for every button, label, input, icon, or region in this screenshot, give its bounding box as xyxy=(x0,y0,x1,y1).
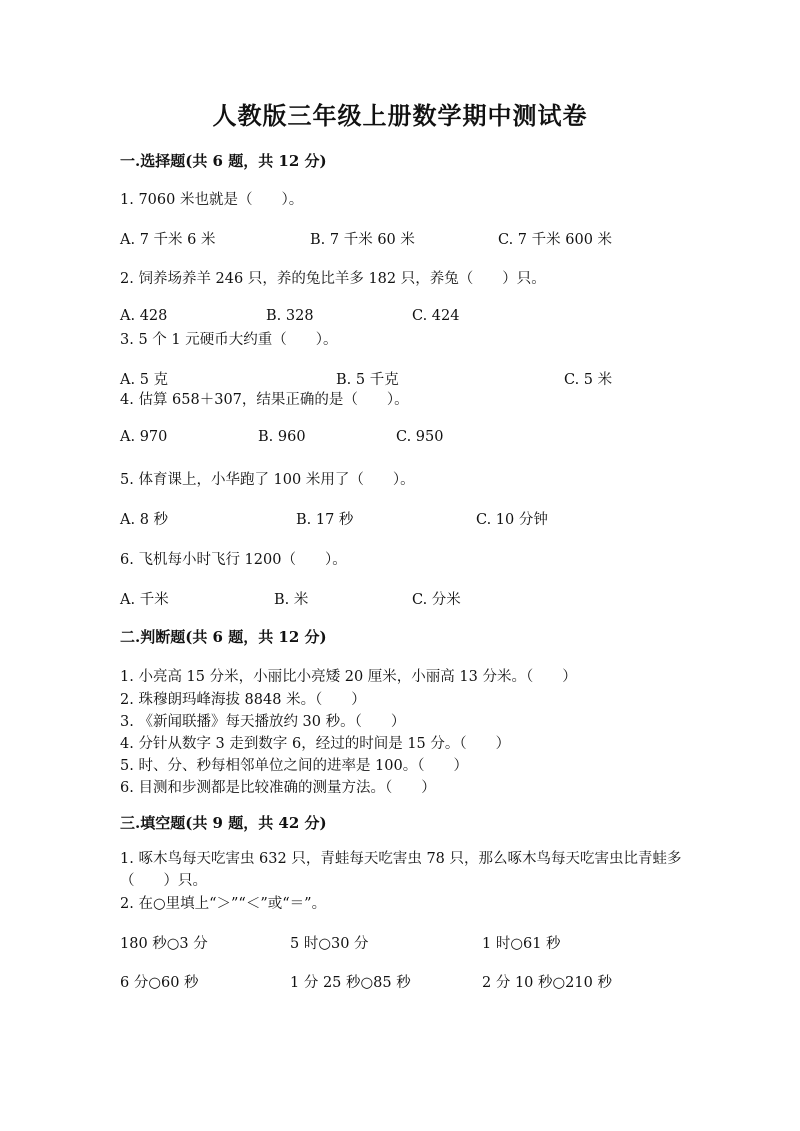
choice-question-4: 4. 估算 658＋307，结果正确的是（ ）。 xyxy=(120,392,409,408)
judgement-question-4: 4. 分针从数字 3 走到数字 6，经过的时间是 15 分。（ ） xyxy=(120,736,511,752)
choice-2-option-b[interactable]: B. 328 xyxy=(266,308,314,324)
choice-2-option-a[interactable]: A. 428 xyxy=(120,308,168,324)
section-heading-choice: 一.选择题(共 6 题，共 12 分) xyxy=(120,152,327,170)
section-heading-judgement: 二.判断题(共 6 题，共 12 分) xyxy=(120,628,327,646)
fill-question-1: 1. 啄木鸟每天吃害虫 632 只，青蛙每天吃害虫 78 只，那么啄木鸟每天吃害虫比青蛙多（ ）只。 xyxy=(120,851,682,889)
choice-question-1: 1. 7060 米也就是（ ）。 xyxy=(120,192,304,208)
choice-1-option-b[interactable]: B. 7 千米 60 米 xyxy=(310,232,415,248)
judgement-question-6: 6. 目测和步测都是比较准确的测量方法。（ ） xyxy=(120,780,436,796)
fill-question-2: 2. 在○里填上“＞”“＜”或“＝”。 xyxy=(120,896,327,912)
choice-4-option-b[interactable]: B. 960 xyxy=(258,429,306,445)
compare-item[interactable]: 1 时○61 秒 xyxy=(482,936,561,952)
compare-item[interactable]: 180 秒○3 分 xyxy=(120,936,208,952)
choice-6-option-c[interactable]: C. 分米 xyxy=(412,592,461,608)
page-title: 人教版三年级上册数学期中测试卷 xyxy=(212,101,588,130)
judgement-question-5: 5. 时、分、秒每相邻单位之间的进率是 100。（ ） xyxy=(120,758,468,774)
compare-item[interactable]: 5 时○30 分 xyxy=(290,936,369,952)
judgement-question-1: 1. 小亮高 15 分米，小丽比小亮矮 20 厘米，小丽高 13 分米。（ ） xyxy=(120,669,577,685)
judgement-question-2: 2. 珠穆朗玛峰海拔 8848 米。（ ） xyxy=(120,692,366,708)
choice-1-option-a[interactable]: A. 7 千米 6 米 xyxy=(120,232,216,248)
choice-3-option-b[interactable]: B. 5 千克 xyxy=(336,372,399,388)
choice-4-option-a[interactable]: A. 970 xyxy=(120,429,168,445)
compare-item[interactable]: 1 分 25 秒○85 秒 xyxy=(290,975,411,991)
choice-question-2: 2. 饲养场养羊 246 只，养的兔比羊多 182 只，养兔（ ）只。 xyxy=(120,271,546,287)
compare-item[interactable]: 2 分 10 秒○210 秒 xyxy=(482,975,612,991)
choice-question-3: 3. 5 个 1 元硬币大约重（ ）。 xyxy=(120,332,338,348)
choice-5-option-a[interactable]: A. 8 秒 xyxy=(120,512,169,528)
section-heading-fill-in: 三.填空题(共 9 题，共 42 分) xyxy=(120,814,327,832)
judgement-question-3: 3. 《新闻联播》每天播放约 30 秒。（ ） xyxy=(120,714,406,730)
compare-item[interactable]: 6 分○60 秒 xyxy=(120,975,199,991)
choice-3-option-a[interactable]: A. 5 克 xyxy=(120,372,169,388)
choice-question-6: 6. 飞机每小时飞行 1200（ ）。 xyxy=(120,552,347,568)
choice-question-5: 5. 体育课上，小华跑了 100 米用了（ ）。 xyxy=(120,472,415,488)
choice-5-option-c[interactable]: C. 10 分钟 xyxy=(476,512,548,528)
choice-2-option-c[interactable]: C. 424 xyxy=(412,308,460,324)
choice-4-option-c[interactable]: C. 950 xyxy=(396,429,444,445)
choice-3-option-c[interactable]: C. 5 米 xyxy=(564,372,613,388)
choice-5-option-b[interactable]: B. 17 秒 xyxy=(296,512,354,528)
choice-6-option-a[interactable]: A. 千米 xyxy=(120,592,169,608)
choice-1-option-c[interactable]: C. 7 千米 600 米 xyxy=(498,232,613,248)
choice-6-option-b[interactable]: B. 米 xyxy=(274,592,309,608)
